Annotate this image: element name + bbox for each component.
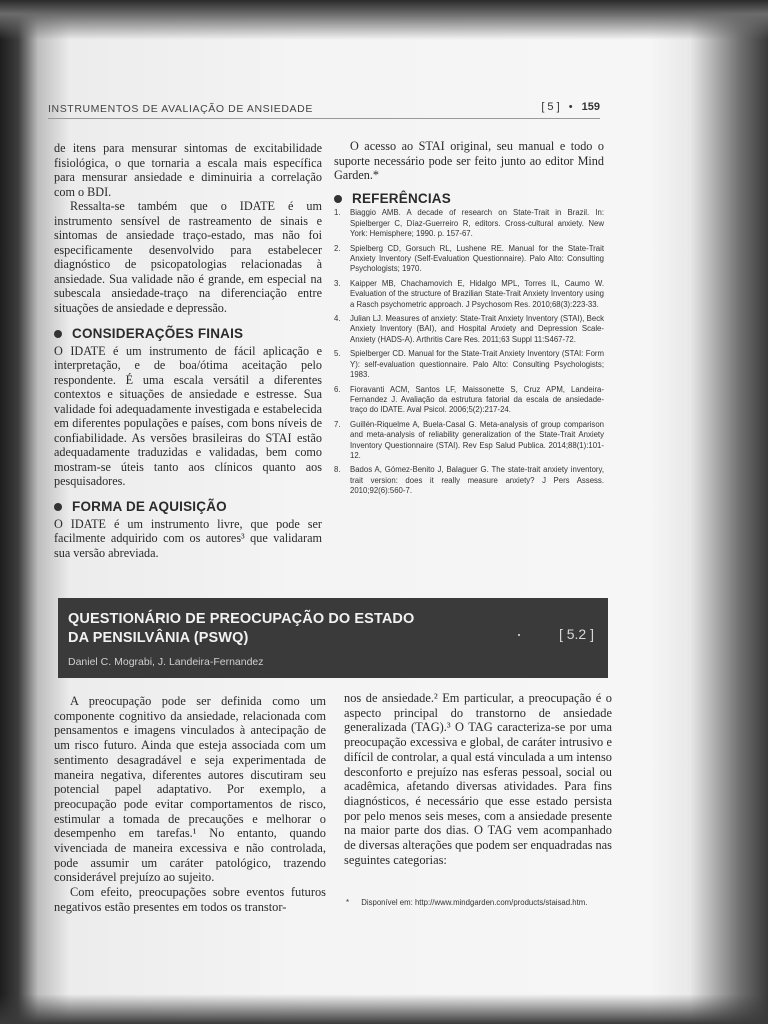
section2-right-column (344, 691, 612, 867)
reference-list (334, 208, 604, 496)
reference-item (334, 465, 604, 496)
reference-number: 4. (334, 314, 341, 324)
references-section (334, 191, 604, 501)
banner-section-code: [ 5.2 ] (558, 626, 594, 642)
footnote (346, 898, 587, 907)
banner-authors: Daniel C. Mograbi, J. Landeira-Fernandez (68, 656, 264, 668)
reference-item (334, 314, 604, 345)
paragraph: Ressalta-se também que o IDATE é um instrumento sensível de rastreamento de sinais e sintomas de ansiedade traço-estado, mas não foi especificamente desenvolvido para estabelecer diagnóstico de psicopatologias relacionadas à ansiedade. Sua validade não é grande, em especial na subescala ansiedade-traço na diferenciação entre situações de ansiedade e depressão. (54, 199, 322, 315)
footnote-text: Disponível em: http://www.mindgarden.com/products/staisad.htm. (361, 898, 588, 907)
paragraph: O IDATE é um instrumento de fácil aplicação e interpretação, e de boa/ótima aceitação pelo respondente. É uma escala versátil a diferentes contextos e situações de ansiedade e estresse. Sua validade foi adequadamente investigada e estabelecida em diferentes populações e países, com bons níveis de confiabilidade. As versões brasileiras do STAI estão adequadamente traduzidas e validadas, bem como mostram-se úteis tanto aos clínicos quanto aos pesquisadores. (54, 343, 322, 488)
paragraph: Com efeito, preocupações sobre eventos futuros negativos estão presentes em todos os transtor- (54, 885, 326, 914)
section-number: [ 5 ] (541, 101, 560, 113)
reference-text: Bados A, Gómez-Benito J, Balaguer G. The state-trait anxiety inventory, trait version: does it really measure anxiety? J Pers Assess. 2010;92(6):560-7. (350, 465, 604, 496)
reference-number: 3. (334, 278, 341, 288)
paragraph: A preocupação pode ser definida como um componente cognitivo da ansiedade, relacionada com pensamentos e imagens vinculados à antecipação de um risco futuro. Ainda que esteja associada com um sentimento desagradável e seja experimentada de maneira negativa, diferentes autores discutiram seu potencial papel adaptativo. Por exemplo, a preocupação pode evitar comportamentos de risco, estimular a tomada de precauções e melhorar o desempenho em tarefas.¹ No entanto, quando vivenciada de maneira excessiva e não controlada, pode assumir um caráter patológico, trazendo considerável prejuízo ao sujeito. (54, 694, 326, 885)
running-head-page (541, 101, 600, 113)
right-column-top (334, 139, 604, 183)
section-heading (54, 500, 322, 515)
reference-number: 5. (334, 349, 341, 359)
reference-item (334, 279, 604, 310)
page-number: 159 (581, 101, 600, 113)
left-column-top (54, 141, 322, 315)
header-rule (48, 118, 600, 119)
section-forma-aquisicao (54, 500, 322, 560)
bullet-separator: • (568, 101, 573, 113)
reference-item (334, 385, 604, 416)
paragraph: nos de ansiedade.² Em particular, a preocupação é o aspecto principal do transtorno de ansiedade generalizada (TAG).³ O TAG caracteriza-se por uma preocupação excessiva e global, de caráter intrusivo e difícil de controlar, a qual está vinculada a um intenso desconforto e prejuízo nas esferas pessoal, social ou acadêmica, afetando diversas atividades. Para fins diagnósticos, é necessário que esse estado persista por pelo menos seis meses, com a ansiedade presente na maior parte dos dias. O TAG vem acompanhado de diversas alterações que podem ser enquadradas nas seguintes categorias: (344, 691, 613, 867)
footnote-marker: * (346, 898, 350, 907)
section2-left-column (54, 694, 326, 915)
reference-number: 8. (334, 465, 341, 475)
bullet-icon (54, 503, 62, 511)
section-banner (58, 598, 608, 678)
reference-text: Kaipper MB, Chachamovich E, Hidalgo MPL, Torres IL, Caumo W. Evaluation of the structure of Brazilian State-Trait Anxiety Inventory using a Rasch psychometric approach. J Psychosom Res. 2010;68(3):223-33. (350, 278, 604, 309)
section-consideracoes (54, 327, 322, 489)
banner-title-line: QUESTIONÁRIO DE PREOCUPAÇÃO DO ESTADO (68, 611, 415, 627)
bullet-icon (334, 195, 342, 203)
reference-item (334, 244, 604, 275)
paragraph: de itens para mensurar sintomas de excitabilidade fisiológica, o que tornaria a escala mais específica para mensurar ansiedade e diminuiria a correlação com o BDI. (54, 141, 322, 199)
reference-text: Guillén-Riquelme A, Buela-Casal G. Meta-analysis of group comparison and meta-analysis of reliability generalization of the State-Trait Anxiety Inventory Questionnaire (STAI). Rev Esp Salud Publica. 2014;88(1):101-12. (350, 419, 604, 460)
reference-text: Biaggio AMB. A decade of research on State-Trait in Brazil. In: Spielberger C, Díaz-Guerreiro R, editors. Cross-cultural anxiety. New York: Hemisphere; 1990. p. 157-67. (350, 208, 604, 239)
heading-text: CONSIDERAÇÕES FINAIS (72, 326, 244, 341)
reference-item (334, 208, 604, 239)
bottom-shadow (0, 994, 768, 1024)
paragraph: O IDATE é um instrumento livre, que pode ser facilmente adquirido com os autores³ que validaram sua versão abreviada. (54, 516, 322, 560)
banner-title (68, 610, 488, 648)
running-head (48, 101, 600, 117)
reference-number: 2. (334, 243, 341, 253)
reference-number: 1. (334, 208, 341, 218)
bullet-icon (54, 330, 62, 338)
top-shadow (0, 0, 768, 40)
reference-item (334, 349, 604, 380)
banner-dot (518, 634, 520, 636)
reference-number: 6. (334, 384, 341, 394)
heading-text: FORMA DE AQUISIÇÃO (72, 499, 227, 514)
paragraph: O acesso ao STAI original, seu manual e todo o suporte necessário pode ser feito junto ao editor Mind Garden.* (334, 139, 604, 182)
reference-text: Julian LJ. Measures of anxiety: State-Trait Anxiety Inventory (STAI), Beck Anxiety Inventory (BAI), and Hospital Anxiety and Depression Scale-Anxiety (HADS-A). Arthritis Care Res. 2011;63 Suppl 11:S467-72. (350, 314, 604, 344)
section-heading (54, 327, 322, 342)
reference-item (334, 420, 604, 462)
reference-text: Spielberg CD, Gorsuch RL, Lushene RE. Manual for the State-Trait Anxiety Inventory (Self-Evaluation Questionnaire). Palo Alto: Consulting Psychologists; 1970. (350, 243, 604, 274)
heading-text: REFERÊNCIAS (352, 191, 451, 206)
section-heading (334, 191, 604, 206)
reference-text: Spielberger CD. Manual for the State-Trait Anxiety Inventory (STAI: Form Y): self-evaluation questionnaire. Palo Alto: Consulting Psychologists; 1983. (350, 349, 604, 380)
running-head-title: INSTRUMENTOS DE AVALIAÇÃO DE ANSIEDADE (48, 103, 313, 115)
banner-title-line: DA PENSILVÂNIA (PSWQ) (68, 630, 249, 646)
reference-text: Fioravanti ACM, Santos LF, Maissonette S, Cruz APM, Landeira-Fernandez J. Avaliação da estrutura fatorial da escala de ansiedade-traço do IDATE. Aval Psicol. 2006;5(2):217-24. (350, 384, 604, 415)
reference-number: 7. (334, 419, 341, 429)
